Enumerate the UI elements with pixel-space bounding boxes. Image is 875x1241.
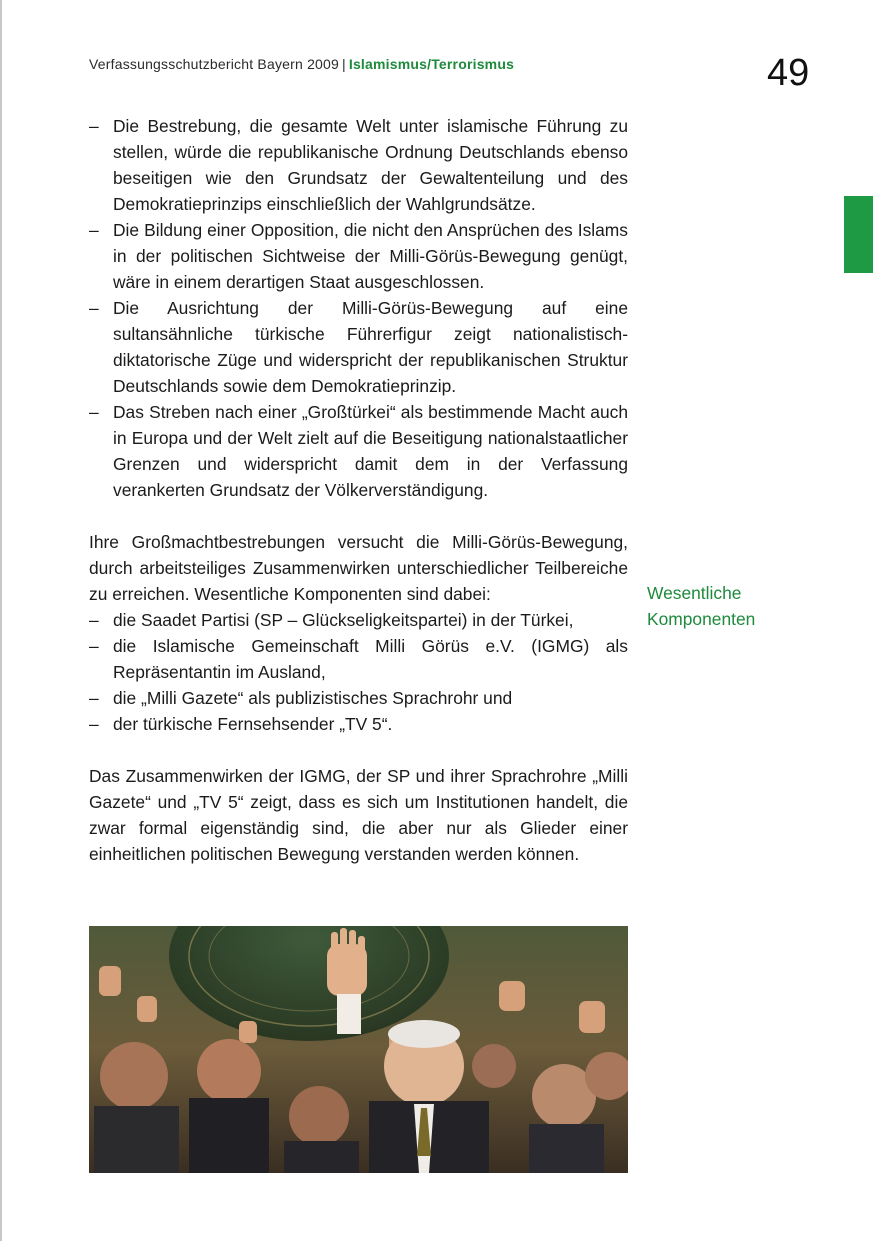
list-item-text: Die Ausrichtung der Milli-Görüs-Bewegung auf eine sultansähnliche türkische Führerfigur zeigt nationalistisch-diktatorische Züge und widerspricht der republikanischen Struktur Deutschlands sowie dem Demokratieprinzip. (113, 298, 628, 396)
dash-bullet: – (89, 714, 99, 734)
chapter-tab-marker (844, 196, 873, 273)
list-item (89, 711, 628, 737)
list-item-text: Das Streben nach einer „Großtürkei“ als bestimmende Macht auch in Europa und der Welt zielt auf die Beseitigung nationalstaatlicher Grenzen und widerspricht damit dem in der Verfassung verankerten Grundsatz der Völkerverständigung. (113, 402, 628, 500)
dash-bullet: – (89, 220, 99, 240)
dash-bullet: – (89, 402, 99, 422)
running-header (89, 56, 514, 72)
bullet-list-components (89, 607, 628, 737)
list-item-text: Die Bildung einer Opposition, die nicht den Ansprüchen des Islams in der politischen Sichtweise der Milli-Görüs-Bewegung genügt, wäre in einem derartigen Staat ausgeschlossen. (113, 220, 628, 292)
dash-bullet: – (89, 688, 99, 708)
paragraph-cooperation: Das Zusammenwirken der IGMG, der SP und ihrer Sprachrohre „Milli Gazete“ und „TV 5“ zeigt, dass es sich um Institutionen handelt, die zwar formal eigenständig sind, die aber nur als Glieder einer einheitlichen politischen Bewegung verstanden werden können. (89, 766, 628, 864)
dash-bullet: – (89, 116, 99, 136)
list-item (89, 217, 628, 295)
list-item (89, 607, 628, 633)
rally-photo-illustration (89, 926, 628, 1173)
list-item (89, 113, 628, 217)
list-item (89, 685, 628, 711)
list-item-text: Die Bestrebung, die gesamte Welt unter islamische Führung zu stellen, würde die republikanische Ordnung Deutschlands ebenso beseitigen wie den Grundsatz der Gewaltenteilung und des Demokratieprinzips einschließlich der Wahlgrundsätze. (113, 116, 628, 214)
list-item-text: der türkische Fernsehsender „TV 5“. (113, 714, 393, 734)
list-item-text: die „Milli Gazete“ als publizistisches Sprachrohr und (113, 688, 513, 708)
list-item-text: die Saadet Partisi (SP – Glückseligkeitspartei) in der Türkei, (113, 610, 574, 630)
rally-photo (89, 926, 628, 1173)
paragraph-components-intro: Ihre Großmachtbestrebungen versucht die Milli-Görüs-Bewegung, durch arbeitsteiliges Zusammenwirken unterschiedlicher Teilbereiche zu erreichen. Wesentliche Komponenten sind dabei: (89, 532, 628, 604)
margin-note-line: Wesentliche (647, 583, 742, 603)
list-item (89, 399, 628, 503)
dash-bullet: – (89, 636, 99, 656)
report-title: Verfassungsschutzbericht Bayern 2009 (89, 56, 340, 72)
margin-note-line: Komponenten (647, 609, 756, 629)
list-item-text: die Islamische Gemeinschaft Milli Görüs e.V. (IGMG) als Repräsentantin im Ausland, (113, 636, 628, 682)
dash-bullet: – (89, 298, 99, 318)
dash-bullet: – (89, 610, 99, 630)
bullet-list-objectives (89, 113, 628, 503)
page-number: 49 (767, 52, 810, 94)
list-item (89, 633, 628, 685)
page-edge-rule (0, 0, 2, 1241)
margin-note (647, 580, 827, 632)
list-item (89, 295, 628, 399)
header-separator: | (342, 56, 346, 72)
main-text (89, 113, 628, 867)
section-title: Islamismus/Terrorismus (348, 56, 515, 72)
